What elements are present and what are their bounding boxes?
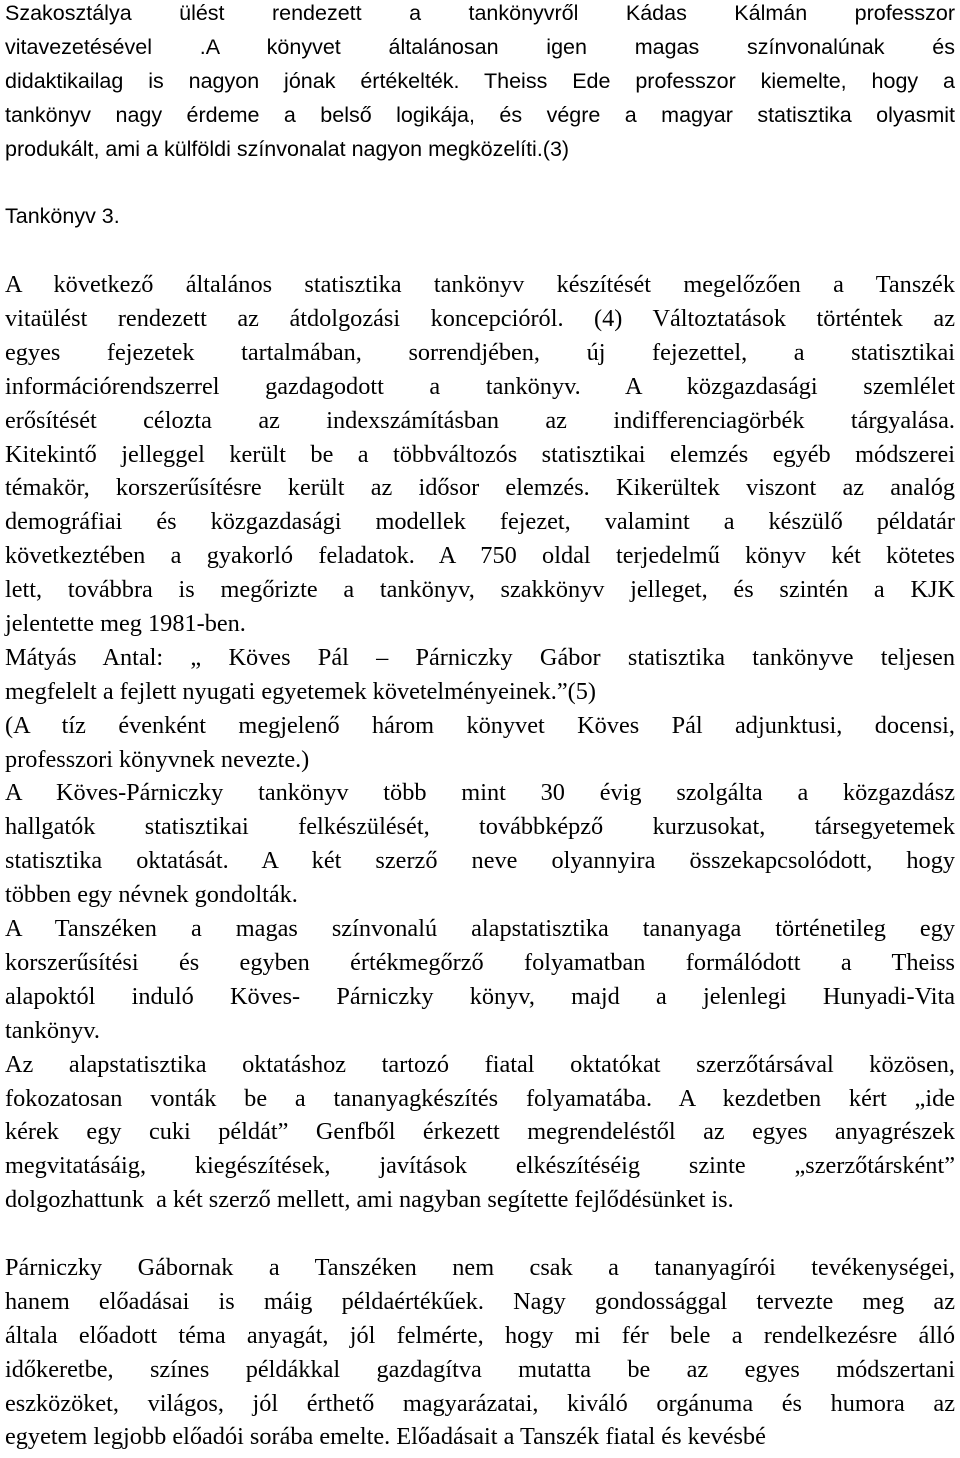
paragraph-gap: [5, 234, 955, 268]
paragraph-gap: [5, 1217, 955, 1251]
paragraph: [5, 268, 955, 1217]
text-line: A Köves-Párniczky tankönyv több mint 30 évig szolgálta a közgazdász: [5, 779, 955, 807]
text-line: Párniczky Gábornak a Tanszéken nem csak a tananyagírói tevékenységei,: [5, 1253, 955, 1281]
text-line: többen egy névnek gondolták.: [5, 881, 298, 909]
text-line: egyetem legjobb előadói sorába emelte. Előadásait a Tanszék fiatal és kevésbé: [5, 1423, 766, 1451]
text-line: dolgozhattunk a két szerző mellett, ami nagyban segítette fejlődésünket is.: [5, 1186, 734, 1214]
text-line: jelentette meg 1981-ben.: [5, 610, 246, 638]
text-line: Az alapstatisztika oktatáshoz tartozó fiatal oktatókat szerzőtársával közösen,: [5, 1050, 955, 1078]
text-line: korszerűsítési és egyben értékmegőrző folyamatban formálódott a Theiss: [5, 948, 955, 976]
text-line: erősítését célozta az indexszámításban az indifferenciagörbék tárgyalása.: [5, 406, 955, 434]
section-heading: [5, 200, 955, 234]
text-line: A Tanszéken a magas színvonalú alapstatisztika tananyaga történetileg egy: [5, 915, 955, 943]
text-line: fokozatosan vonták be a tananyagkészítés folyamatába. A kezdetben kért „ide: [5, 1084, 955, 1112]
text-line: professzori könyvnek nevezte.): [5, 745, 310, 773]
text-line: eszközöket, világos, jól érthető magyarázatai, kiváló orgánuma és humora az: [5, 1389, 955, 1417]
text-line: alapoktól induló Köves- Párniczky könyv, majd a jelenlegi Hunyadi-Vita: [5, 982, 955, 1010]
text-line: információrendszerrel gazdagodott a tankönyv. A közgazdasági szemlélet: [5, 372, 955, 400]
text-line: hallgatók statisztikai felkészülését, továbbképző kurzusokat, társegyetemek: [5, 813, 955, 841]
text-line: tankönyv.: [5, 1016, 100, 1044]
text-line: statisztika oktatását. A két szerző neve olyannyira összekapcsolódott, hogy: [5, 847, 955, 875]
document-page: [5, 0, 955, 1454]
text-line: időkeretbe, színes példákkal gazdagítva mutatta be az egyes módszertani: [5, 1355, 955, 1383]
text-line: megvitatásáig, kiegészítések, javítások elkészítéséig szinte „szerzőtársként”: [5, 1152, 955, 1180]
text-line: megfelelt a fejlett nyugati egyetemek követelményeinek.”(5): [5, 677, 596, 705]
text-line: produkált, ami a külföldi színvonalat nagyon megközelíti.(3): [5, 136, 570, 161]
paragraph: [5, 1251, 955, 1454]
text-line: lett, továbbra is megőrizte a tankönyv, szakkönyv jelleget, és szintén a KJK: [5, 576, 955, 604]
text-line: vitavezetésével .A könyvet általánosan igen magas színvonalúnak és: [5, 34, 955, 59]
paragraph-gap: [5, 166, 955, 200]
text-line: Kitekintő jelleggel került be a többváltozós statisztikai elemzés egyéb módszerei: [5, 440, 955, 468]
heading-text: Tankönyv 3.: [5, 204, 120, 229]
text-line: vitaülést rendezett az átdolgozási koncepcióról. (4) Változtatások történtek az: [5, 305, 955, 333]
paragraph: [5, 0, 955, 166]
text-line: tankönyv nagy érdeme a belső logikája, és végre a magyar statisztika olyasmit: [5, 102, 955, 127]
text-line: Mátyás Antal: „ Köves Pál – Párniczky Gábor statisztika tankönyve teljesen: [5, 643, 955, 671]
text-line: általa előadott téma anyagát, jól felmérte, hogy mi fér bele a rendelkezésre álló: [5, 1321, 955, 1349]
text-line: hanem előadásai is máig példaértékűek. Nagy gondossággal tervezte meg az: [5, 1287, 955, 1315]
text-line: demográfiai és közgazdasági modellek fejezet, valamint a készülő példatár: [5, 508, 955, 536]
text-line: kérek egy cuki példát” Genfből érkezett megrendeléstől az egyes anyagrészek: [5, 1118, 955, 1146]
text-line: (A tíz évenként megjelenő három könyvet Köves Pál adjunktusi, docensi,: [5, 711, 955, 739]
text-line: következtében a gyakorló feladatok. A 750 oldal terjedelmű könyv két kötetes: [5, 542, 955, 570]
text-line: témakör, korszerűsítésre került az idősor elemzés. Kikerültek viszont az analóg: [5, 474, 955, 502]
text-line: Szakosztálya ülést rendezett a tankönyvről Kádas Kálmán professzor: [5, 1, 955, 25]
text-line: A következő általános statisztika tankönyv készítését megelőzően a Tanszék: [5, 271, 955, 299]
text-line: didaktikailag is nagyon jónak értékelték. Theiss Ede professzor kiemelte, hogy a: [5, 68, 955, 93]
text-line: egyes fejezetek tartalmában, sorrendjében, új fejezettel, a statisztikai: [5, 338, 955, 366]
